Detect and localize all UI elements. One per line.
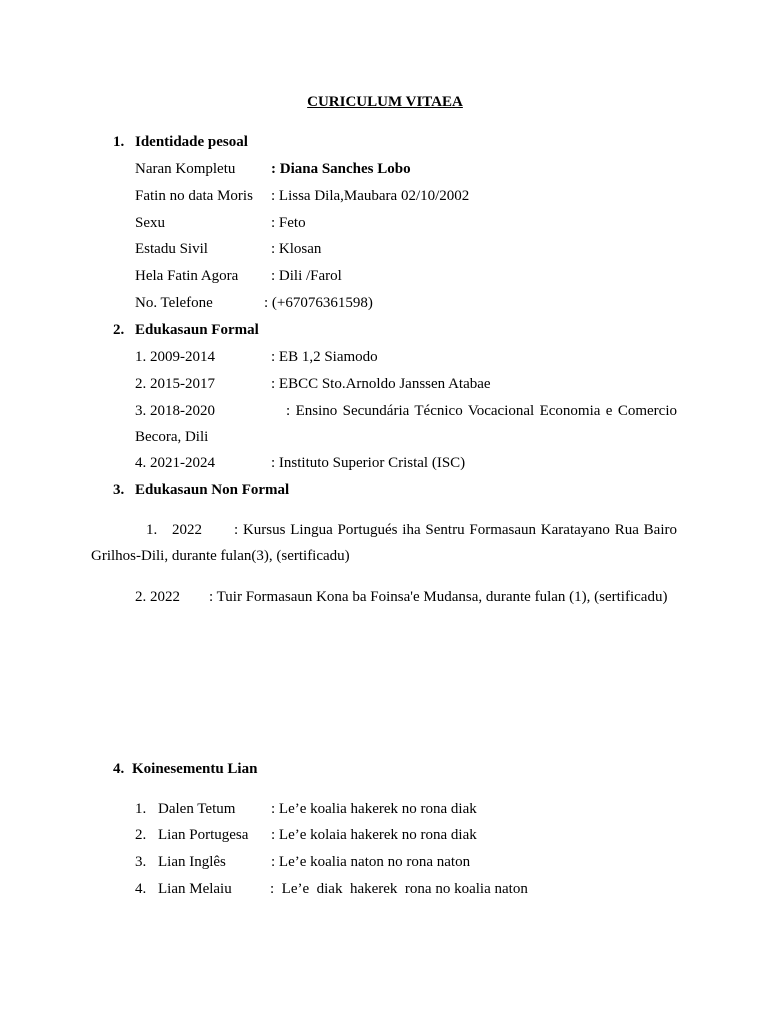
row-value: : Le’e kolaia hakerek no rona diak <box>271 827 477 843</box>
item-number: 4. <box>135 881 147 897</box>
row-label: Lian Portugesa <box>158 827 249 843</box>
row-value: : EB 1,2 Siamodo <box>271 349 378 365</box>
row-value: : Le’e diak hakerek rona no koalia naton <box>270 881 528 897</box>
row-value: : EBCC Sto.Arnoldo Janssen Atabae <box>271 376 491 392</box>
row-value: : Instituto Superior Cristal (ISC) <box>271 455 466 471</box>
full-name-value: : Diana Sanches Lobo <box>271 161 411 177</box>
row-value-continued: Becora, Dili <box>135 429 209 445</box>
item-text: : Tuir Formasaun Kona ba Foinsa'e Mudansa, durante fulan (1), (sertificadu) <box>209 589 668 605</box>
section-2-number: 2. <box>113 322 125 338</box>
row-value: : Lissa Dila,Maubara 02/10/2002 <box>271 188 470 204</box>
section-1-heading: Identidade pesoal <box>135 134 248 150</box>
row-value: : Le’e koalia naton no rona naton <box>271 854 471 870</box>
item-year: 2022 <box>172 522 202 538</box>
row-value: : Klosan <box>271 241 322 257</box>
row-label: Naran Kompletu <box>135 161 236 177</box>
row-label: Sexu <box>135 215 165 231</box>
item-text: : Kursus Lingua Portugués iha Sentru Formasaun Karatayano Rua Bairo <box>234 522 677 538</box>
row-label: No. Telefone <box>135 295 213 311</box>
row-label: Fatin no data Moris <box>135 188 253 204</box>
row-label: Lian Melaiu <box>158 881 232 897</box>
document-title: CURICULUM VITAEA <box>307 94 463 110</box>
row-value: : Ensino Secundária Técnico Vocacional Economia e Comercio <box>286 403 677 419</box>
section-1-number: 1. <box>113 134 125 150</box>
item-number: 1. <box>135 801 147 817</box>
row-label: 2. 2015-2017 <box>135 376 215 392</box>
row-value: : Le’e koalia hakerek no rona diak <box>271 801 477 817</box>
row-value: : (+67076361598) <box>264 295 373 311</box>
row-label: Dalen Tetum <box>158 801 236 817</box>
item-number: 2. <box>135 827 147 843</box>
section-4-number: 4. <box>113 761 125 777</box>
row-label: Lian Inglês <box>158 854 226 870</box>
section-3-number: 3. <box>113 482 125 498</box>
item-text-continued: Grilhos-Dili, durante fulan(3), (sertificadu) <box>91 548 350 564</box>
row-value: : Feto <box>271 215 306 231</box>
row-label: Hela Fatin Agora <box>135 268 239 284</box>
item-number: 3. <box>135 854 147 870</box>
row-value: : Dili /Farol <box>271 268 342 284</box>
row-label: 4. 2021-2024 <box>135 455 215 471</box>
item-number: 1. <box>146 522 158 538</box>
item-label: 2. 2022 <box>135 589 180 605</box>
section-2-heading: Edukasaun Formal <box>135 322 259 338</box>
section-3-heading: Edukasaun Non Formal <box>135 482 290 498</box>
row-label: 3. 2018-2020 <box>135 403 215 419</box>
row-label: Estadu Sivil <box>135 241 208 257</box>
section-4-heading: Koinesementu Lian <box>132 761 258 777</box>
row-label: 1. 2009-2014 <box>135 349 215 365</box>
